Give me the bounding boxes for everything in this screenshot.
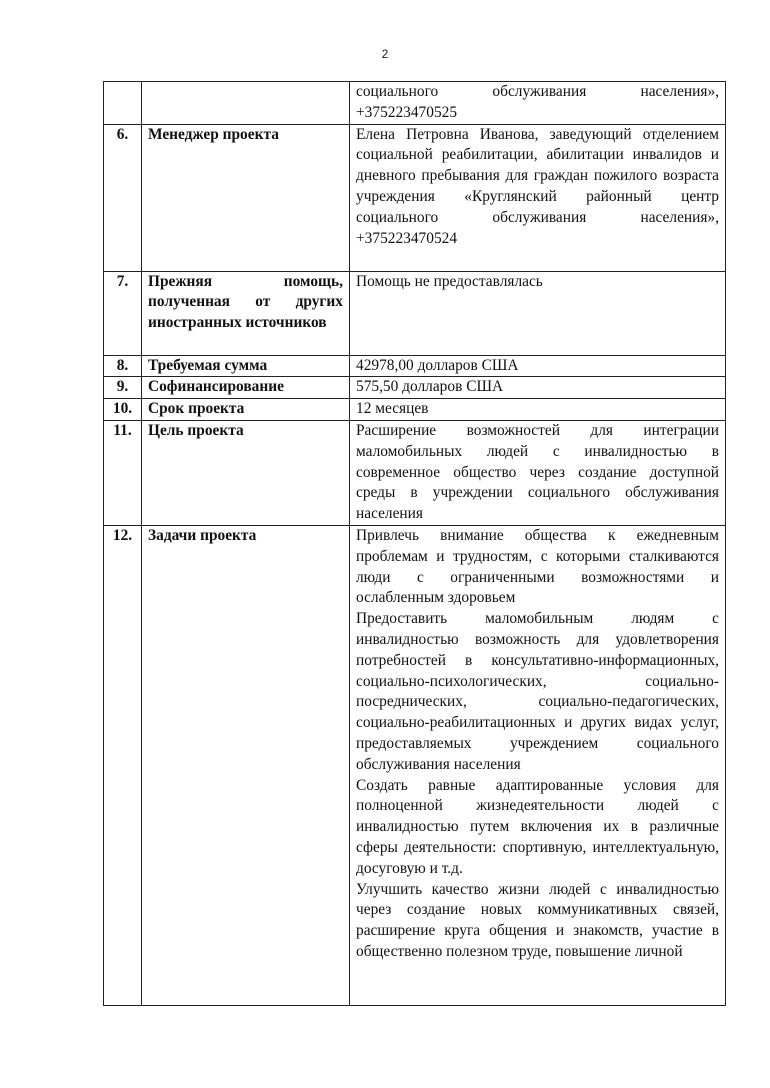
row-label: Срок проекта — [142, 399, 350, 421]
row-label: Задачи проекта — [142, 525, 350, 1005]
task-paragraph: Привлечь внимание общества к ежедневным проблемам и трудностям, с которыми сталкиваются люди с ограниченными возможностями и ослабленным здоровьем — [356, 526, 719, 607]
row-label: Требуемая сумма — [142, 355, 350, 377]
row-number: 10. — [104, 399, 142, 421]
table-row — [104, 271, 726, 355]
table-row — [104, 124, 726, 271]
task-paragraph: Улучшить качество жизни людей с инвалидностью через создание новых коммуникативных связей, расширение круга общения и знакомств, участие в общественно полезном труде, повышение личной — [356, 880, 719, 960]
row-number: 11. — [104, 420, 142, 525]
row-label: Цель проекта — [142, 420, 350, 525]
row-number: 9. — [104, 377, 142, 399]
table-row — [104, 82, 726, 125]
table-row — [104, 420, 726, 525]
project-info-table — [103, 81, 726, 1006]
row-number — [104, 82, 142, 125]
row-value: Елена Петровна Иванова, заведующий отделением социальной реабилитации, абилитации инвалидов и дневного пребывания для граждан пожилого возраста учреждения «Круглянский районный центр социального обслуживания населения», +375223470524 — [350, 124, 726, 271]
row-value — [350, 82, 726, 125]
row-value: 575,50 долларов США — [350, 377, 726, 399]
row-label: Софинансирование — [142, 377, 350, 399]
task-paragraph: Создать равные адаптированные условия для полноценной жизнедеятельности людей с инвалидностью путем включения их в различные сферы деятельности: спортивную, интеллектуальную, досуговую и т.д. — [356, 776, 719, 877]
row-number: 12. — [104, 525, 142, 1005]
row-value: 12 месяцев — [350, 399, 726, 421]
row-value: Расширение возможностей для интеграции маломобильных людей с инвалидностью в современное общество через создание доступной среды в учреждении социального обслуживания населения — [350, 420, 726, 525]
row-value: Помощь не предоставлялась — [350, 271, 726, 355]
row-label: Менеджер проекта — [142, 124, 350, 271]
table-row — [104, 377, 726, 399]
row-label: Прежняя помощь, полученная от других иностранных источников — [142, 271, 350, 355]
table-row — [104, 399, 726, 421]
row-number: 6. — [104, 124, 142, 271]
table-row — [104, 525, 726, 1005]
task-paragraph: Предоставить маломобильным людям с инвалидностью возможность для удовлетворения потребностей в консультативно-информационных, социально-психологических, социально-посреднических, социально-педагогических, социально-реабилитационных и других видах услуг, предоставляемых учреждением социального обслуживания населения — [356, 610, 719, 773]
row-label — [142, 82, 350, 125]
row-value — [350, 525, 726, 1005]
row-number: 8. — [104, 355, 142, 377]
row-value-text: социального обслуживания населения», +375223470525 — [356, 83, 719, 121]
page-number: 2 — [381, 47, 389, 61]
row-value: 42978,00 долларов США — [350, 355, 726, 377]
table-row — [104, 355, 726, 377]
row-number: 7. — [104, 271, 142, 355]
